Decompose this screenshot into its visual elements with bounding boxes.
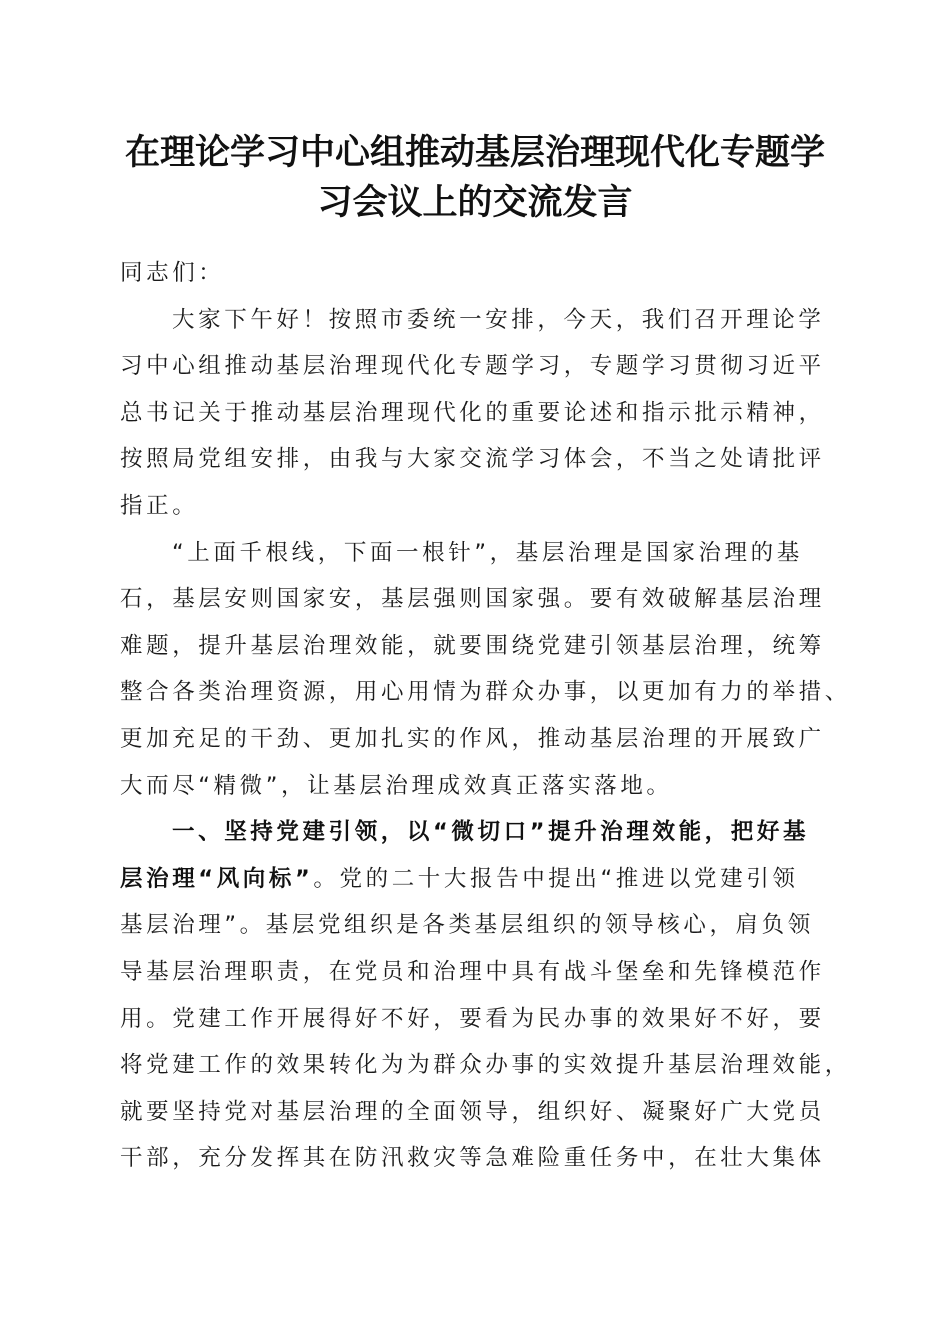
paragraph-line: 指正。 [120, 492, 199, 519]
paragraph-text: 。党的二十大报告中提出“推进以党建引领 [313, 865, 799, 892]
section-one [120, 809, 851, 1182]
paragraph-line: 更加充足的干劲、更加扎实的作风，推动基层治理的开展致广 [120, 725, 825, 752]
document-title [110, 128, 840, 228]
paragraph-intro [120, 530, 851, 810]
paragraph-line [120, 856, 835, 903]
salutation: 同志们： [120, 260, 225, 286]
paragraph-line: 大家下午好！按照市委统一安排，今天，我们召开理论学 [172, 306, 825, 333]
document-body [120, 250, 851, 1182]
paragraph-line: 用。党建工作开展得好不好，要看为民办事的效果好不好，要 [120, 1005, 825, 1032]
paragraph-line: 基层治理”。基层党组织是各类基层组织的领导核心，肩负领 [120, 912, 814, 939]
section-heading-continued: 层治理“风向标” [120, 865, 314, 892]
section-heading: 一、坚持党建引领，以“微切口”提升治理效能，把好基 [172, 819, 810, 846]
paragraph-line: 按照局党组安排，由我与大家交流学习体会，不当之处请批评 [120, 446, 825, 473]
paragraph-line: 整合各类治理资源，用心用情为群众办事，以更加有力的举措、 [120, 679, 851, 706]
paragraph-line: 大而尽“精微”，让基层治理成效真正落实落地。 [120, 772, 673, 799]
title-line: 习会议上的交流发言 [317, 182, 633, 223]
title-line: 在理论学习中心组推动基层治理现代化专题学 [124, 132, 825, 173]
paragraph-line: 将党建工作的效果转化为为群众办事的实效提升基层治理效能， [120, 1052, 851, 1079]
paragraph-opening [120, 297, 835, 530]
paragraph-line: 习中心组推动基层治理现代化专题学习，专题学习贯彻习近平 [120, 353, 825, 380]
paragraph-line: 导基层治理职责，在党员和治理中具有战斗堡垒和先锋模范作 [120, 958, 825, 985]
paragraph-line: “上面千根线，下面一根针”，基层治理是国家治理的基 [172, 539, 803, 566]
paragraph-line: 就要坚持党对基层治理的全面领导，组织好、凝聚好广大党员 [120, 1098, 825, 1125]
paragraph-line: 难题，提升基层治理效能，就要围绕党建引领基层治理，统筹 [120, 632, 825, 659]
paragraph-line: 总书记关于推动基层治理现代化的重要论述和指示批示精神， [120, 399, 825, 426]
paragraph-line: 石，基层安则国家安，基层强则国家强。要有效破解基层治理 [120, 586, 825, 613]
paragraph-line: 干部，充分发挥其在防汛救灾等急难险重任务中，在壮大集体 [120, 1145, 825, 1172]
